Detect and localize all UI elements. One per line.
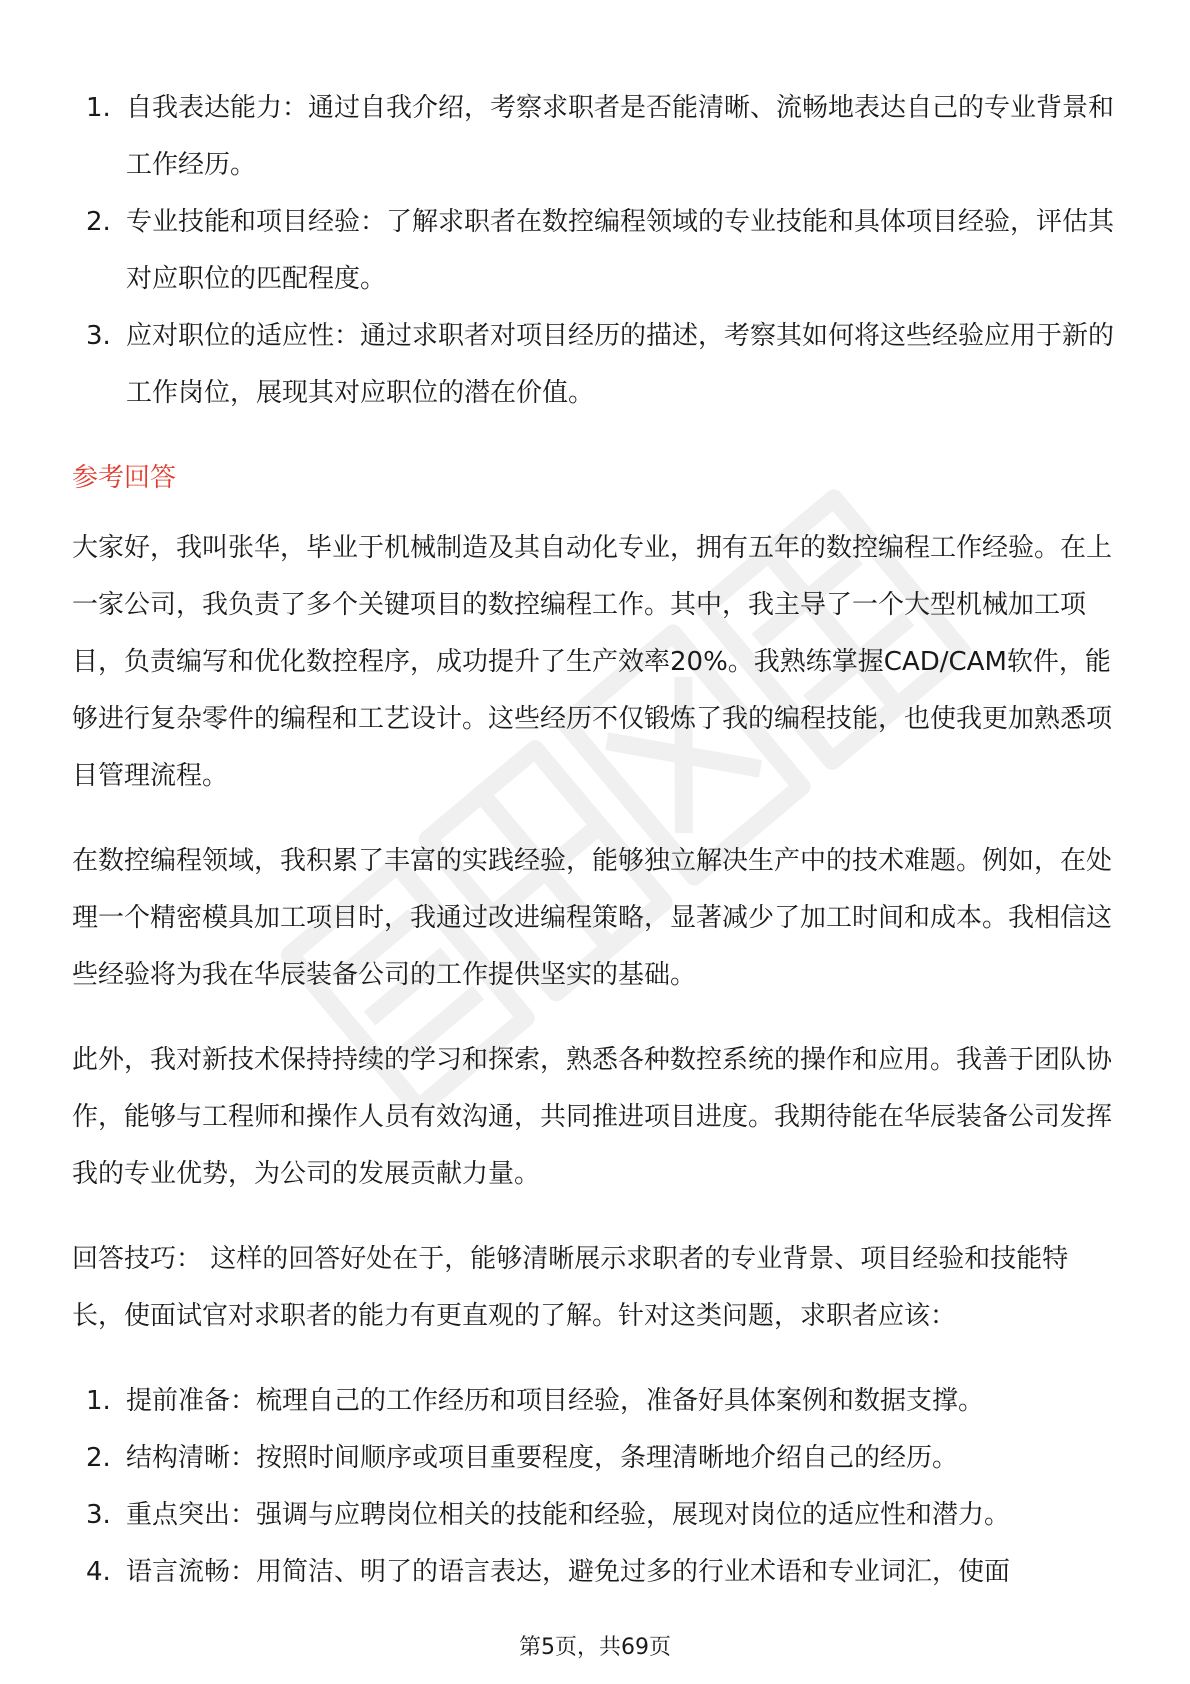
list-item-text: 专业技能和项目经验：了解求职者在数控编程领域的专业技能和具体项目经验，评估其对应职位的匹配程度。	[126, 207, 1115, 294]
list-item	[72, 1487, 1120, 1544]
list-item-text: 结构清晰：按照时间顺序或项目重要程度，条理清晰地介绍自己的经历。	[126, 1443, 959, 1473]
list-number: 3.	[86, 1500, 111, 1530]
list-item	[72, 1544, 1120, 1601]
list-item-text: 应对职位的适应性：通过求职者对项目经历的描述，考察其如何将这些经验应用于新的工作岗位，展现其对应职位的潜在价值。	[126, 321, 1115, 408]
list-item-text: 重点突出：强调与应聘岗位相关的技能和经验，展现对岗位的适应性和潜力。	[126, 1500, 1011, 1530]
list-number: 2.	[86, 207, 111, 237]
list-item-text: 语言流畅：用简洁、明了的语言表达，避免过多的行业术语和专业词汇，使面	[126, 1557, 1011, 1587]
answer-tips-intro: 回答技巧： 这样的回答好处在于，能够清晰展示求职者的专业背景、项目经验和技能特长，使面试官对求职者的能力有更直观的了解。针对这类问题，求职者应该：	[72, 1244, 1069, 1331]
list-item	[72, 308, 1120, 422]
list-number: 2.	[86, 1443, 111, 1473]
answer-paragraph: 在数控编程领域，我积累了丰富的实践经验，能够独立解决生产中的技术难题。例如，在处理一个精密模具加工项目时，我通过改进编程策略，显著减少了加工时间和成本。我相信这些经验将为我在华辰装备公司的工作提供坚实的基础。	[72, 846, 1113, 990]
answer-paragraph: 大家好，我叫张华，毕业于机械制造及其自动化专业，拥有五年的数控编程工作经验。在上一家公司，我负责了多个关键项目的数控编程工作。其中，我主导了一个大型机械加工项目，负责编写和优化数控程序，成功提升了生产效率20%。我熟练掌握CAD/CAM软件，能够进行复杂零件的编程和工艺设计。这些经历不仅锻炼了我的编程技能，也使我更加熟悉项目管理流程。	[72, 533, 1113, 791]
list-item	[72, 80, 1120, 194]
list-number: 1.	[86, 93, 111, 123]
reference-answer-heading: 参考回答	[72, 463, 177, 493]
list-number: 4.	[86, 1557, 111, 1587]
list-item-text: 提前准备：梳理自己的工作经历和项目经验，准备好具体案例和数据支撑。	[126, 1386, 985, 1416]
answer-tips-list	[72, 1373, 1120, 1601]
list-item	[72, 1373, 1120, 1430]
answer-paragraph: 此外，我对新技术保持持续的学习和探索，熟悉各种数控系统的操作和应用。我善于团队协作，能够与工程师和操作人员有效沟通，共同推进项目进度。我期待能在华辰装备公司发挥我的专业优势，为公司的发展贡献力量。	[72, 1045, 1113, 1189]
page-number-footer: 第5页，共69页	[519, 1635, 671, 1660]
list-item-text: 自我表达能力：通过自我介绍，考察求职者是否能清晰、流畅地表达自己的专业背景和工作经历。	[126, 93, 1115, 180]
list-number: 1.	[86, 1386, 111, 1416]
interview-intent-list	[72, 80, 1120, 422]
list-number: 3.	[86, 321, 111, 351]
list-item	[72, 1430, 1120, 1487]
list-item	[72, 194, 1120, 308]
page-content	[72, 80, 1120, 1601]
